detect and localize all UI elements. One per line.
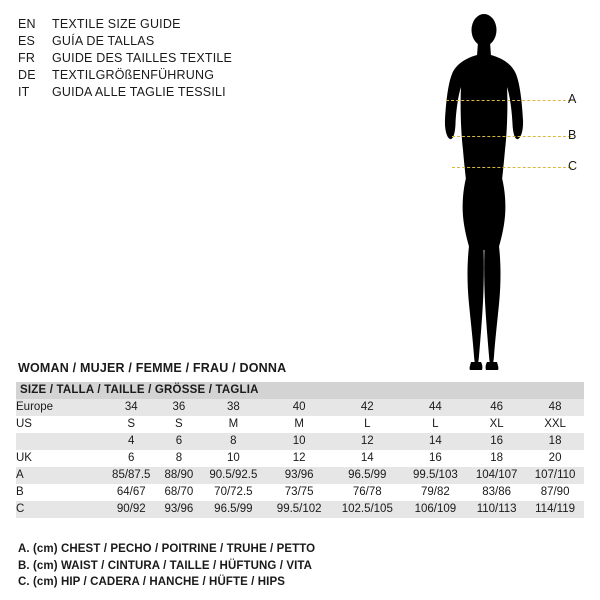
language-row <box>18 50 318 67</box>
row-label: Europe <box>16 399 104 416</box>
table-row <box>16 433 584 450</box>
measurement-notes <box>18 541 315 591</box>
table-cell: 38 <box>199 399 267 416</box>
table-cell: 90/92 <box>104 501 158 518</box>
row-label: B <box>16 484 104 501</box>
row-label: UK <box>16 450 104 467</box>
table-row <box>16 450 584 467</box>
table-cell: 107/110 <box>526 467 584 484</box>
table-cell: 14 <box>404 433 468 450</box>
table-cell: 18 <box>467 450 526 467</box>
table-cell: L <box>404 416 468 433</box>
table-cell: 70/72.5 <box>199 484 267 501</box>
table-cell: 87/90 <box>526 484 584 501</box>
table-cell: 12 <box>331 433 404 450</box>
language-code: ES <box>18 34 36 48</box>
section-title: WOMAN / MUJER / FEMME / FRAU / DONNA <box>18 361 287 375</box>
table-cell: 46 <box>467 399 526 416</box>
note-waist: B. (cm) WAIST / CINTURA / TAILLE / HÜFTUNG / VITA <box>18 559 313 572</box>
table-row <box>16 416 584 433</box>
table-cell: 83/86 <box>467 484 526 501</box>
row-label <box>16 433 104 450</box>
table-cell: 90.5/92.5 <box>199 467 267 484</box>
table-cell: 14 <box>331 450 404 467</box>
table-cell: 10 <box>267 433 331 450</box>
table-cell: 8 <box>199 433 267 450</box>
table-cell: 8 <box>158 450 199 467</box>
table-cell: 104/107 <box>467 467 526 484</box>
language-title: GUIDA ALLE TAGLIE TESSILI <box>52 85 226 99</box>
table-cell: 68/70 <box>158 484 199 501</box>
table-cell: 34 <box>104 399 158 416</box>
table-row <box>16 484 584 501</box>
table-cell: 106/109 <box>404 501 468 518</box>
table-cell: 42 <box>331 399 404 416</box>
hip-measure-line <box>452 167 571 168</box>
language-title: GUÍA DE TALLAS <box>52 34 155 48</box>
female-body-figure <box>420 8 595 383</box>
table-cell: XL <box>467 416 526 433</box>
language-title: TEXTILE SIZE GUIDE <box>52 17 181 31</box>
table-cell: 48 <box>526 399 584 416</box>
table-cell: 4 <box>104 433 158 450</box>
table-cell: 76/78 <box>331 484 404 501</box>
language-code: DE <box>18 68 36 82</box>
note-hip: C. (cm) HIP / CADERA / HANCHE / HÜFTE / HIPS <box>18 576 286 588</box>
marker-label-b: B <box>568 128 577 142</box>
language-title-list <box>18 16 318 101</box>
size-table <box>16 382 584 518</box>
table-cell: 96.5/99 <box>331 467 404 484</box>
chest-measure-line <box>446 100 571 101</box>
table-cell: 88/90 <box>158 467 199 484</box>
table-row <box>16 399 584 416</box>
table-cell: 99.5/102 <box>267 501 331 518</box>
row-label: A <box>16 467 104 484</box>
language-row <box>18 16 318 33</box>
marker-label-a: A <box>568 92 577 106</box>
table-row <box>16 467 584 484</box>
table-cell: 93/96 <box>158 501 199 518</box>
table-cell: M <box>199 416 267 433</box>
table-cell: 102.5/105 <box>331 501 404 518</box>
table-cell: 40 <box>267 399 331 416</box>
table-cell: S <box>104 416 158 433</box>
table-cell: 85/87.5 <box>104 467 158 484</box>
table-cell: 79/82 <box>404 484 468 501</box>
table-cell: 64/67 <box>104 484 158 501</box>
table-cell: S <box>158 416 199 433</box>
language-code: EN <box>18 17 36 31</box>
table-cell: 99.5/103 <box>404 467 468 484</box>
language-title: TEXTILGRÖßENFÜHRUNG <box>52 68 215 82</box>
language-row <box>18 67 318 84</box>
table-cell: 44 <box>404 399 468 416</box>
language-title: GUIDE DES TAILLES TEXTILE <box>52 51 233 65</box>
table-cell: 96.5/99 <box>199 501 267 518</box>
table-header-row <box>16 382 584 399</box>
language-code: FR <box>18 51 36 65</box>
table-cell: 6 <box>104 450 158 467</box>
body-silhouette-icon <box>420 8 595 383</box>
language-row <box>18 33 318 50</box>
table-cell: 16 <box>404 450 468 467</box>
table-cell: M <box>267 416 331 433</box>
table-cell: 93/96 <box>267 467 331 484</box>
row-label: US <box>16 416 104 433</box>
waist-measure-line <box>452 136 571 137</box>
table-cell: 73/75 <box>267 484 331 501</box>
language-code: IT <box>18 85 30 99</box>
table-cell: L <box>331 416 404 433</box>
table-cell: 10 <box>199 450 267 467</box>
table-cell: 114/119 <box>526 501 584 518</box>
table-cell: 18 <box>526 433 584 450</box>
table-cell: 110/113 <box>467 501 526 518</box>
table-cell: XXL <box>526 416 584 433</box>
language-row <box>18 84 318 101</box>
note-chest: A. (cm) CHEST / PECHO / POITRINE / TRUHE / PETTO <box>18 543 316 555</box>
table-header-label: SIZE / TALLA / TAILLE / GRÖSSE / TAGLIA <box>16 382 584 399</box>
row-label: C <box>16 501 104 518</box>
table-cell: 6 <box>158 433 199 450</box>
table-cell: 20 <box>526 450 584 467</box>
table-cell: 12 <box>267 450 331 467</box>
table-cell: 16 <box>467 433 526 450</box>
table-row <box>16 501 584 518</box>
table-cell: 36 <box>158 399 199 416</box>
marker-label-c: C <box>568 159 578 173</box>
